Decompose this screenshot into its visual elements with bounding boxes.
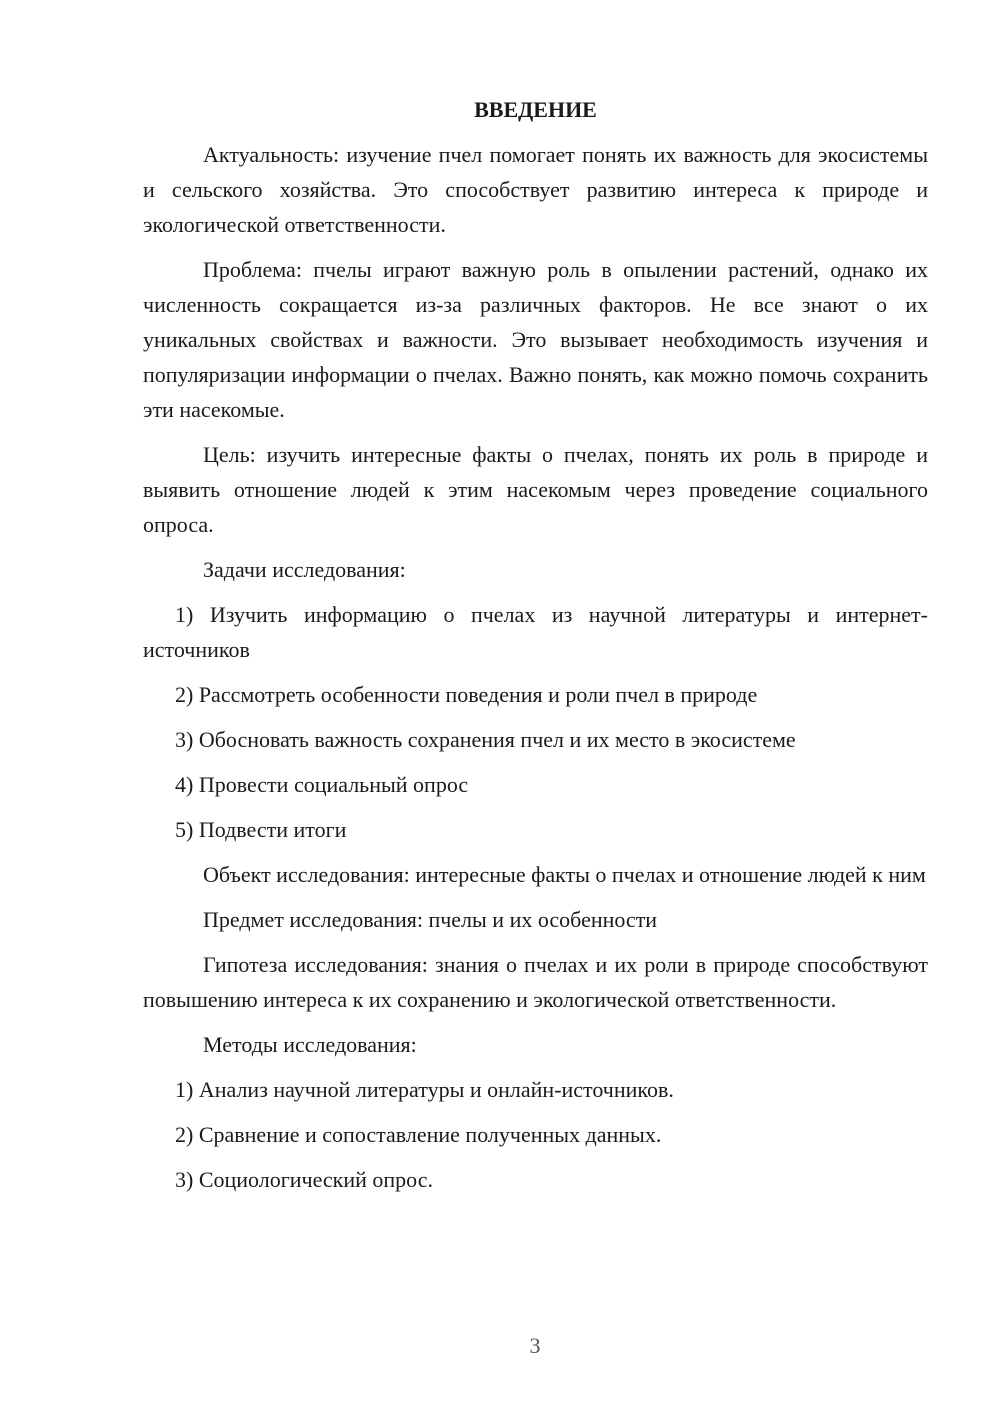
method-item-3: 3) Социологический опрос.	[175, 1167, 433, 1192]
tasks-heading: Задачи исследования:	[203, 557, 406, 582]
hypothesis-paragraph: Гипотеза исследования: знания о пчелах и их роли в природе способствуют повышению интереса к их сохранению и экологической ответственности.	[143, 952, 928, 1012]
document-page	[143, 92, 928, 1207]
task-item-1: 1) Изучить информацию о пчелах из научной литературы и интернет-источников	[143, 602, 928, 662]
page-number: 3	[529, 1333, 541, 1358]
task-item-5: 5) Подвести итоги	[175, 817, 347, 842]
section-title: ВВЕДЕНИЕ	[474, 97, 597, 122]
method-item-2: 2) Сравнение и сопоставление полученных данных.	[175, 1122, 662, 1147]
method-item-1: 1) Анализ научной литературы и онлайн-источников.	[175, 1077, 674, 1102]
task-item-2: 2) Рассмотреть особенности поведения и роли пчел в природе	[175, 682, 758, 707]
goal-paragraph: Цель: изучить интересные факты о пчелах, понять их роль в природе и выявить отношение людей к этим насекомым через проведение социального опроса.	[143, 442, 928, 537]
subject-paragraph: Предмет исследования: пчелы и их особенности	[203, 907, 658, 932]
relevance-paragraph: Актуальность: изучение пчел помогает понять их важность для экосистемы и сельского хозяйства. Это способствует развитию интереса к природе и экологической ответственности.	[143, 142, 928, 237]
problem-paragraph: Проблема: пчелы играют важную роль в опылении растений, однако их численность сокращается из-за различных факторов. Не все знают о их уникальных свойствах и важности. Это вызывает необходимость изучения и популяризации информации о пчелах. Важно понять, как можно помочь сохранить эти насекомые.	[143, 257, 928, 422]
object-paragraph: Объект исследования: интересные факты о пчелах и отношение людей к ним	[203, 862, 926, 887]
methods-heading: Методы исследования:	[203, 1032, 417, 1057]
task-item-3: 3) Обосновать важность сохранения пчел и их место в экосистеме	[175, 727, 796, 752]
task-item-4: 4) Провести социальный опрос	[175, 772, 469, 797]
